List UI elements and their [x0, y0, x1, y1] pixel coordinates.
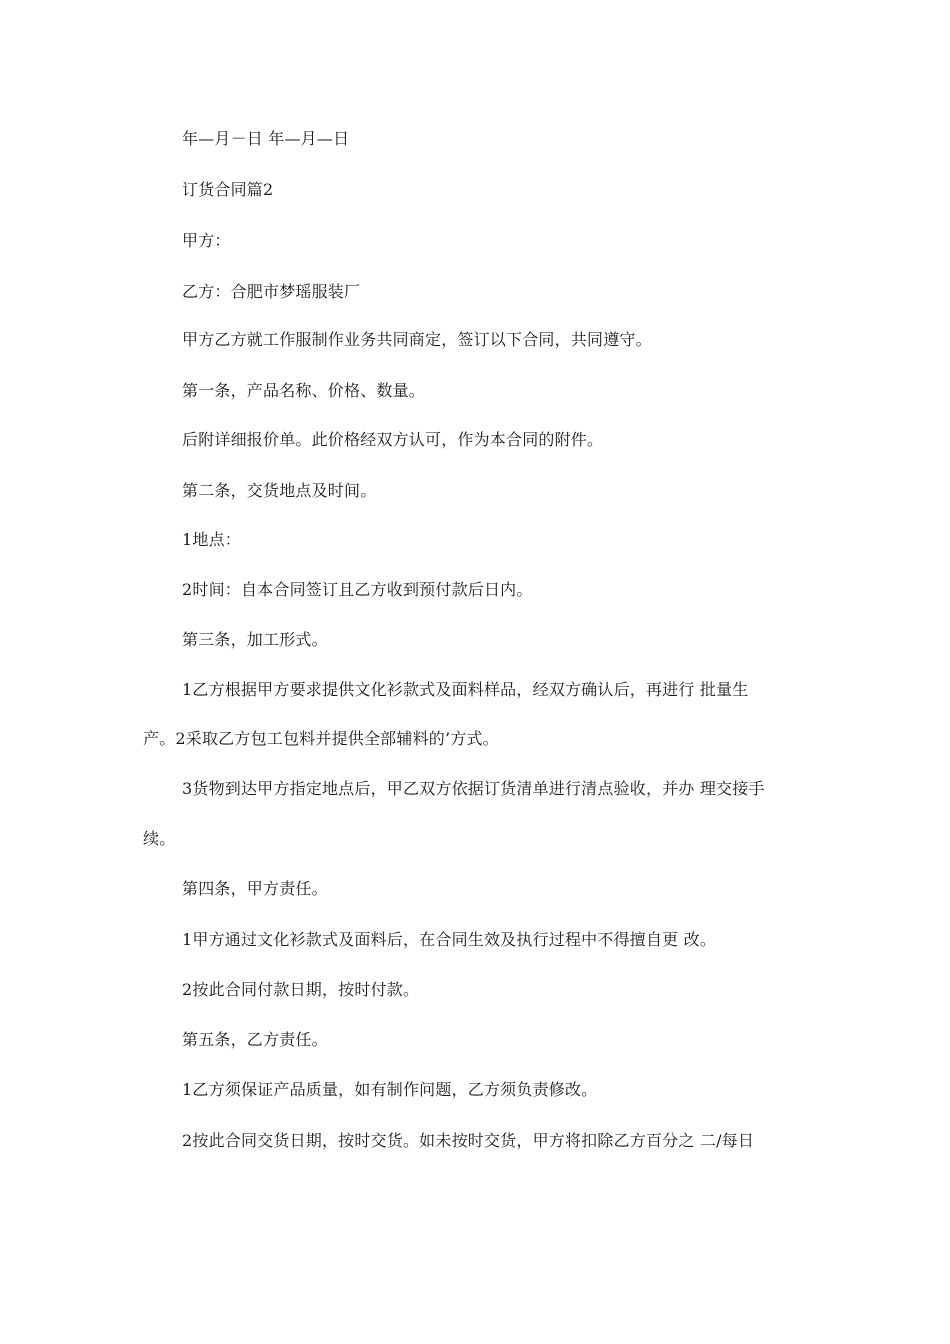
paragraph-line: 3货物到达甲方指定地点后，甲乙双方依据订货清单进行清点验收，并办 理交接手	[182, 779, 765, 798]
article-heading: 第五条，乙方责任。	[182, 1030, 328, 1049]
article-heading: 第四条，甲方责任。	[182, 879, 328, 898]
paragraph-line: 1乙方根据甲方要求提供文化衫款式及面料样品，经双方确认后，再进行 批量生	[182, 680, 749, 699]
paragraph-line: 2按此合同付款日期，按时付款。	[182, 980, 420, 999]
paragraph-line: 后附详细报价单。此价格经双方认可，作为本合同的附件。	[182, 430, 604, 449]
article-heading: 第三条，加工形式。	[182, 630, 328, 649]
party-a-line: 甲方：	[182, 231, 231, 250]
paragraph-line: 2时间：自本合同签订且乙方收到预付款后日内。	[182, 580, 533, 599]
date-line: 年—月－日 年—月—日	[182, 129, 350, 148]
paragraph-line: 产。2采取乙方包工包料并提供全部辅料的’方式。	[143, 729, 499, 748]
paragraph-line: 1地点：	[182, 530, 241, 549]
section-title: 订货合同篇2	[182, 180, 274, 199]
paragraph-line: 2按此合同交货日期，按时交货。如未按时交货，甲方将扣除乙方百分之 二/每日	[182, 1131, 755, 1150]
article-heading: 第二条，交货地点及时间。	[182, 481, 377, 500]
paragraph-line: 1甲方通过文化衫款式及面料后，在合同生效及执行过程中不得擅自更 改。	[182, 930, 717, 949]
party-b-line: 乙方：合肥市梦瑶服装厂	[182, 282, 361, 301]
paragraph-line: 1乙方须保证产品质量，如有制作问题，乙方须负责修改。	[182, 1080, 598, 1099]
paragraph-line: 甲方乙方就工作服制作业务共同商定，签订以下合同，共同遵守。	[182, 330, 652, 349]
paragraph-line: 续。	[143, 829, 176, 848]
article-heading: 第一条，产品名称、价格、数量。	[182, 381, 426, 400]
